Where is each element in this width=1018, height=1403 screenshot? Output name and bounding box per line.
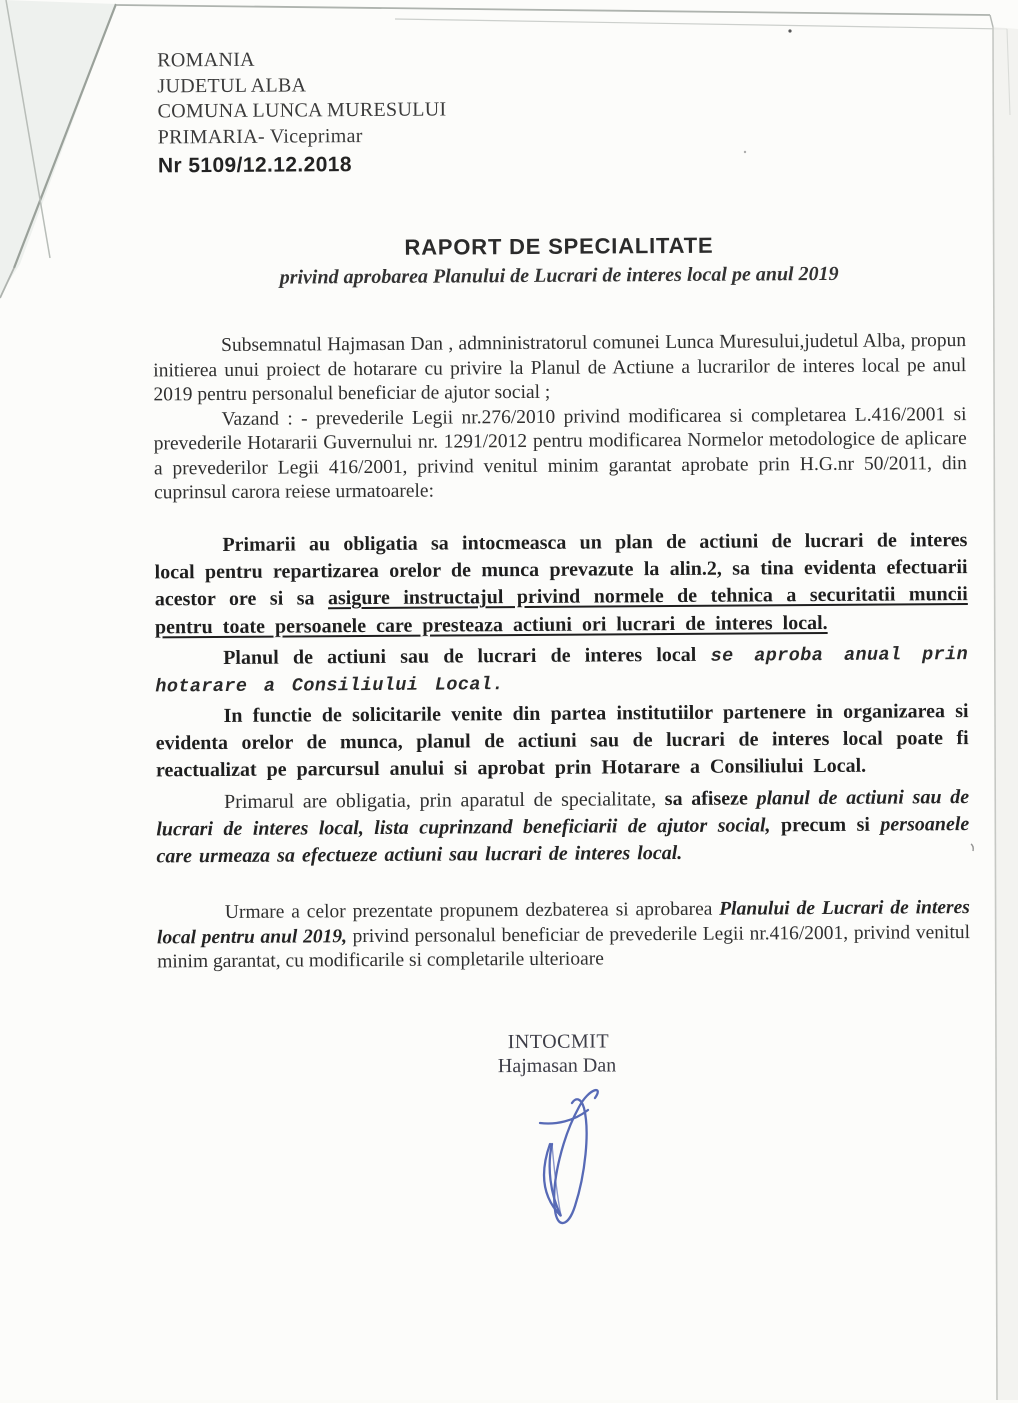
paragraph <box>155 698 969 785</box>
text-segment: asigure instructajul privind normele de tehnica a securitatii muncii pentru toate persoanele care presteaza actiuni ori lucrari de interes local. <box>154 583 968 638</box>
paragraph <box>156 784 970 871</box>
registration-number: Nr 5109/12.12.2018 <box>157 153 353 178</box>
text-segment: sa afiseze <box>664 787 757 810</box>
signature-name: Hajmasan Dan <box>497 1054 617 1078</box>
text-segment: Planului de Lucrari de interes local pentru anul 2019, <box>156 897 970 949</box>
report-subtitle: privind aprobarea Planului de Lucrari de interes local pe anul 2019 <box>279 262 839 289</box>
text-segment: planul de actiuni sau de lucrari de interes local, lista cuprinzand beneficiarii de ajutor social, <box>156 785 970 841</box>
text-segment: precum si <box>780 813 881 837</box>
letterhead-office: PRIMARIA- Viceprimar <box>157 124 363 148</box>
text-segment: Urmare a celor prezentate propunem dezbaterea si aprobarea <box>224 898 720 924</box>
signature-label: INTOCMIT <box>507 1030 610 1053</box>
text-segment: privind personalul beneficiar de prevederile Legii nr.416/2001, privind venitul minim garantat, cu modificarile si completarile ulterioare <box>157 921 971 973</box>
text-segment: Subsemnatul Hajmasan Dan , admninistratorul comunei Lunca Muresului,judetul Alba, propun initierea unui proiect de hotarare cu privire la Planul de Actiune a lucrarilor de interes local pe anul 2019 pentru personalul beneficiar de ajutor social ; <box>153 330 967 406</box>
paragraph <box>153 329 966 408</box>
text-segment: persoanele care urmeaza sa efectueze actiuni sau lucrari de interes local. <box>156 812 970 868</box>
text-segment: Planul de actiuni sau de lucrari de interes local <box>223 643 711 669</box>
text-segment: In functie de solicitarile venite din partea institutiilor partenere in organizarea si evidenta orelor de munca, planul de actiuni sau de lucrari de interes local poate fi reactualizat pe parcursul anului si aprobat prin Hotarare a Consiliului Local. <box>155 700 969 782</box>
letterhead-county: JUDETUL ALBA <box>157 73 307 97</box>
text-segment: Primarul are obligatia, prin aparatul de specialitate, <box>224 787 665 813</box>
letterhead-commune: COMUNA LUNCA MURESULUI <box>157 98 447 123</box>
paragraph <box>154 527 968 641</box>
letterhead <box>157 43 1018 179</box>
paragraph-list <box>153 329 970 975</box>
paragraph <box>155 640 968 700</box>
signature-block <box>498 1030 698 1078</box>
paragraph <box>157 896 970 975</box>
text-segment: Vazand : - prevederile Legii nr.276/2010 privind modificarea si completarea L.416/2001 si prevederile Hotararii Guvernului nr. 1291/2012 pentru modificarea Normelor metodologice de aplicare a prevederilor Legii 416/2001, privind venitul minim garantat aprobate prin H.G.nr 50/2011, din cuprinsul carora reiese urmatoarele: <box>153 403 967 504</box>
text-segment: se aproba anual prin hotarare a Consiliului Local. <box>155 643 969 698</box>
letterhead-country: ROMANIA <box>157 48 255 72</box>
paragraph <box>154 403 968 507</box>
text-segment: Primarii au obligatia sa intocmeasca un plan de actiuni de lucrari de interes local pentru repartizarea orelor de munca prevazute la alin.2, sa tina evidenta efectuarii acestor ore si sa <box>154 528 968 611</box>
report-title: RAPORT DE SPECIALITATE <box>404 232 714 260</box>
title-block <box>152 231 965 290</box>
